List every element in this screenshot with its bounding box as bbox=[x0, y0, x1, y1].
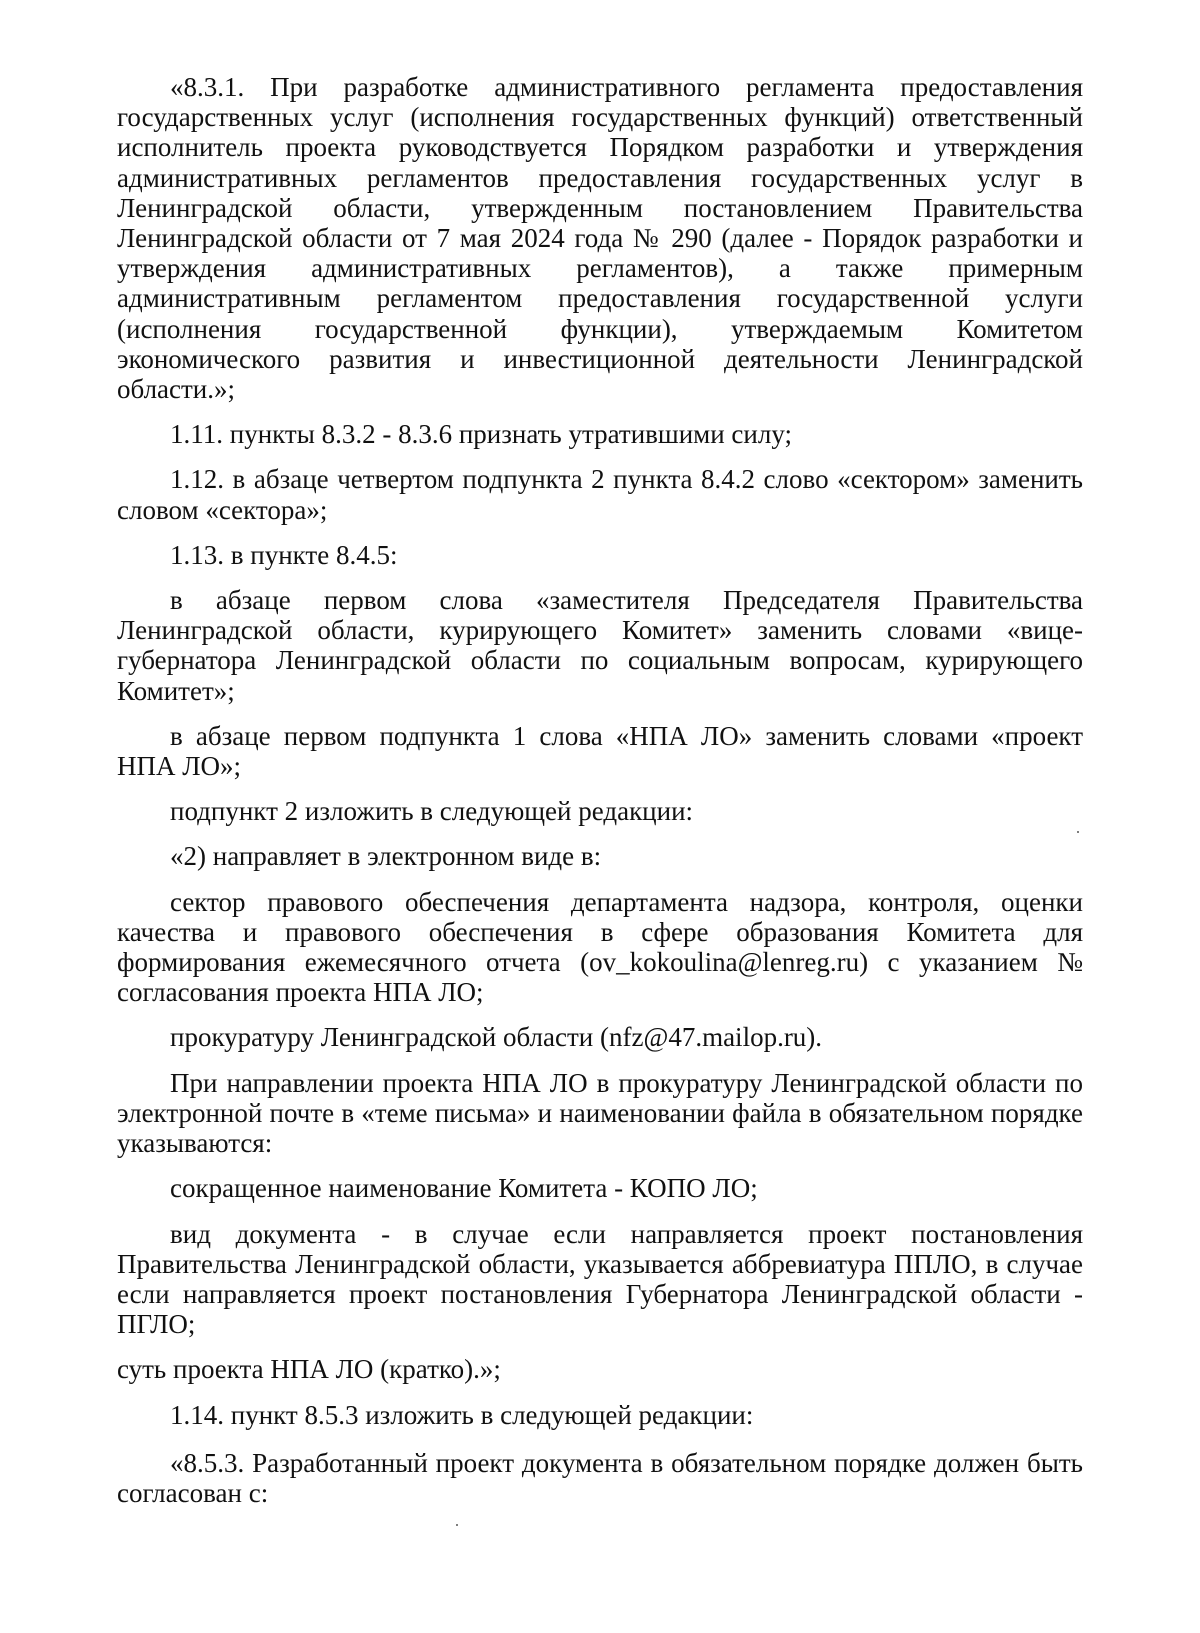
paragraph-sends-electronic: «2) направляет в электронном виде в: bbox=[170, 841, 602, 872]
paragraph-subitem-1: в абзаце первом подпункта 1 слова «НПА ЛО» заменить словами «проект НПА ЛО»; bbox=[117, 720, 1083, 782]
scan-speck bbox=[1077, 831, 1079, 833]
document-page bbox=[117, 72, 1083, 1508]
paragraph-8-5-3: «8.5.3. Разработанный проект документа в обязательном порядке должен быть согласован с: bbox=[117, 1447, 1083, 1508]
paragraph-subitem-2: подпункт 2 изложить в следующей редакции: bbox=[170, 796, 694, 827]
paragraph-1-11: 1.11. пункты 8.3.2 - 8.3.6 признать утратившими силу; bbox=[170, 419, 792, 450]
paragraph-doc-type: вид документа - в случае если направляется проект постановления Правительства Ленинградской области, указывается аббревиатура ППЛО, в случае если направляется проект постановления Губернатора Ленинградской области - ПГЛО; bbox=[117, 1218, 1083, 1340]
paragraph-prosecutor: прокуратуру Ленинградской области (nfz@47.mailop.ru). bbox=[170, 1022, 823, 1053]
paragraph-first-abzac: в абзаце первом слова «заместителя Председателя Правительства Ленинградской области, курирующего Комитет» заменить словами «вице-губернатора Ленинградской области по социальным вопросам, курирующего Комитет»; bbox=[117, 585, 1083, 706]
paragraph-essence: суть проекта НПА ЛО (кратко).»; bbox=[117, 1354, 501, 1385]
paragraph-short-name: сокращенное наименование Комитета - КОПО ЛО; bbox=[170, 1173, 758, 1204]
scan-speck bbox=[456, 1524, 458, 1526]
paragraph-1-12: 1.12. в абзаце четвертом подпункта 2 пункта 8.4.2 слово «сектором» заменить словом «сектора»; bbox=[117, 464, 1083, 525]
paragraph-legal-sector: сектор правового обеспечения департамента надзора, контроля, оценки качества и правового обеспечения в сфере образования Комитета для формирования ежемесячного отчета (ov_kokoulina@lenreg.ru) с указанием № согласования проекта НПА ЛО; bbox=[117, 886, 1083, 1008]
paragraph-8-3-1: «8.3.1. При разработке административного регламента предоставления государственных услуг (исполнения государственных функций) ответственный исполнитель проекта руководствуется Порядком разработки и утверждения административных регламентов предоставления государственных услуг в Ленинградской области, утвержденным постановлением Правительства Ленинградской области от 7 мая 2024 года № 290 (далее - Порядок разработки и утверждения административных регламентов), а также примерным административным регламентом предоставления государственной услуги (исполнения государственной функции), утверждаемым Комитетом экономического развития и инвестиционной деятельности Ленинградской области.»; bbox=[117, 72, 1083, 405]
paragraph-1-14: 1.14. пункт 8.5.3 изложить в следующей редакции: bbox=[170, 1399, 754, 1430]
paragraph-email-subject: При направлении проекта НПА ЛО в прокуратуру Ленинградской области по электронной почте в «теме письма» и наименовании файла в обязательном порядке указываются: bbox=[117, 1067, 1083, 1159]
paragraph-1-13: 1.13. в пункте 8.4.5: bbox=[170, 539, 398, 570]
